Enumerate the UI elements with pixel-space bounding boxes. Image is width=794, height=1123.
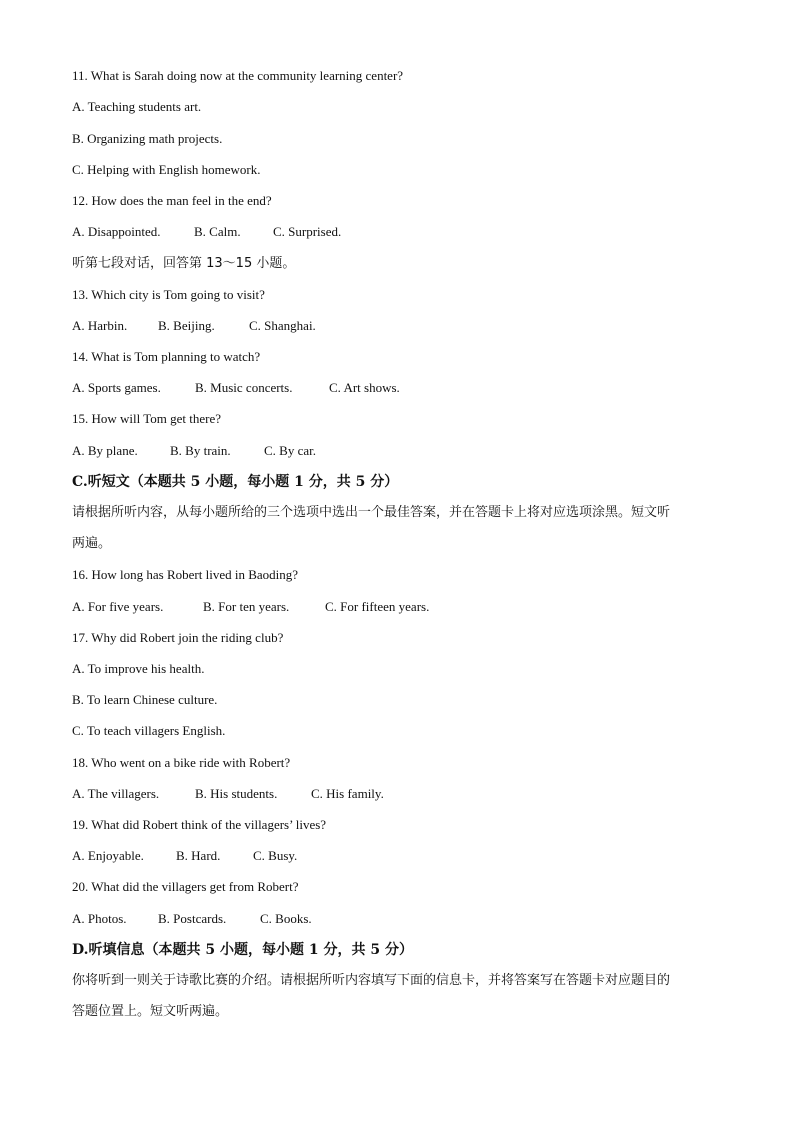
q18-options xyxy=(72,786,384,802)
q14-option-c: C. Art shows. xyxy=(329,380,400,395)
q18-option-a: A. The villagers. xyxy=(72,786,160,801)
q17-option-b: B. To learn Chinese culture. xyxy=(72,692,218,707)
q14-options xyxy=(72,380,400,396)
q13-option-a: A. Harbin. xyxy=(72,318,128,333)
q11-option-a: A. Teaching students art. xyxy=(72,99,202,114)
dialog7-instruction: 听第七段对话，回答第 13～15 小题。 xyxy=(72,256,296,271)
q16-question: 16. How long has Robert lived in Baoding? xyxy=(72,567,299,582)
q15-option-c: C. By car. xyxy=(264,443,316,458)
q14-option-a: A. Sports games. xyxy=(72,380,161,395)
q14-question: 14. What is Tom planning to watch? xyxy=(72,349,261,364)
q15-option-b: B. By train. xyxy=(170,443,231,458)
q14-option-b: B. Music concerts. xyxy=(195,380,293,395)
q18-option-b: B. His students. xyxy=(195,786,278,801)
q11-question: 11. What is Sarah doing now at the community learning center? xyxy=(72,68,404,83)
q16-option-a: A. For five years. xyxy=(72,599,164,614)
q15-options xyxy=(72,443,316,459)
q12-option-c: C. Surprised. xyxy=(273,224,342,239)
q11-option-b: B. Organizing math projects. xyxy=(72,131,223,146)
q15-question: 15. How will Tom get there? xyxy=(72,411,222,426)
q11-option-c: C. Helping with English homework. xyxy=(72,162,261,177)
q15-option-a: A. By plane. xyxy=(72,443,138,458)
section-c-instruction-line1: 请根据所听内容，从每小题所给的三个选项中选出一个最佳答案，并在答题卡上将对应选项涂黑。短文听 xyxy=(72,505,671,520)
q12-options xyxy=(72,224,341,240)
q17-option-a: A. To improve his health. xyxy=(72,661,205,676)
q12-option-b: B. Calm. xyxy=(194,224,241,239)
q12-question: 12. How does the man feel in the end? xyxy=(72,193,272,208)
q16-option-c: C. For fifteen years. xyxy=(325,599,430,614)
q19-question: 19. What did Robert think of the villagers’ lives? xyxy=(72,817,327,832)
q17-option-c: C. To teach villagers English. xyxy=(72,723,226,738)
q13-options xyxy=(72,318,316,334)
q20-question: 20. What did the villagers get from Robert? xyxy=(72,879,299,894)
q19-option-c: C. Busy. xyxy=(253,848,298,863)
q13-option-b: B. Beijing. xyxy=(158,318,215,333)
q20-option-b: B. Postcards. xyxy=(158,911,227,926)
q18-question: 18. Who went on a bike ride with Robert? xyxy=(72,755,291,770)
q20-option-c: C. Books. xyxy=(260,911,312,926)
section-c-heading: C.听短文（本题共 5 小题，每小题 1 分，共 5 分） xyxy=(72,474,399,490)
q19-option-a: A. Enjoyable. xyxy=(72,848,144,863)
q17-question: 17. Why did Robert join the riding club? xyxy=(72,630,284,645)
section-d-instruction-line2: 答题位置上。短文听两遍。 xyxy=(72,1004,229,1019)
section-d-heading: D.听填信息（本题共 5 小题，每小题 1 分，共 5 分） xyxy=(72,942,413,958)
section-c-instruction-line2: 两遍。 xyxy=(72,536,112,551)
q20-options xyxy=(72,911,312,927)
q16-options xyxy=(72,599,429,615)
section-d-instruction-line1: 你将听到一则关于诗歌比赛的介绍。请根据所听内容填写下面的信息卡，并将答案写在答题卡对应题目的 xyxy=(72,973,671,988)
q13-question: 13. Which city is Tom going to visit? xyxy=(72,287,265,302)
q13-option-c: C. Shanghai. xyxy=(249,318,316,333)
q16-option-b: B. For ten years. xyxy=(203,599,290,614)
q12-option-a: A. Disappointed. xyxy=(72,224,161,239)
q19-options xyxy=(72,848,297,864)
q20-option-a: A. Photos. xyxy=(72,911,127,926)
q18-option-c: C. His family. xyxy=(311,786,384,801)
q19-option-b: B. Hard. xyxy=(176,848,221,863)
